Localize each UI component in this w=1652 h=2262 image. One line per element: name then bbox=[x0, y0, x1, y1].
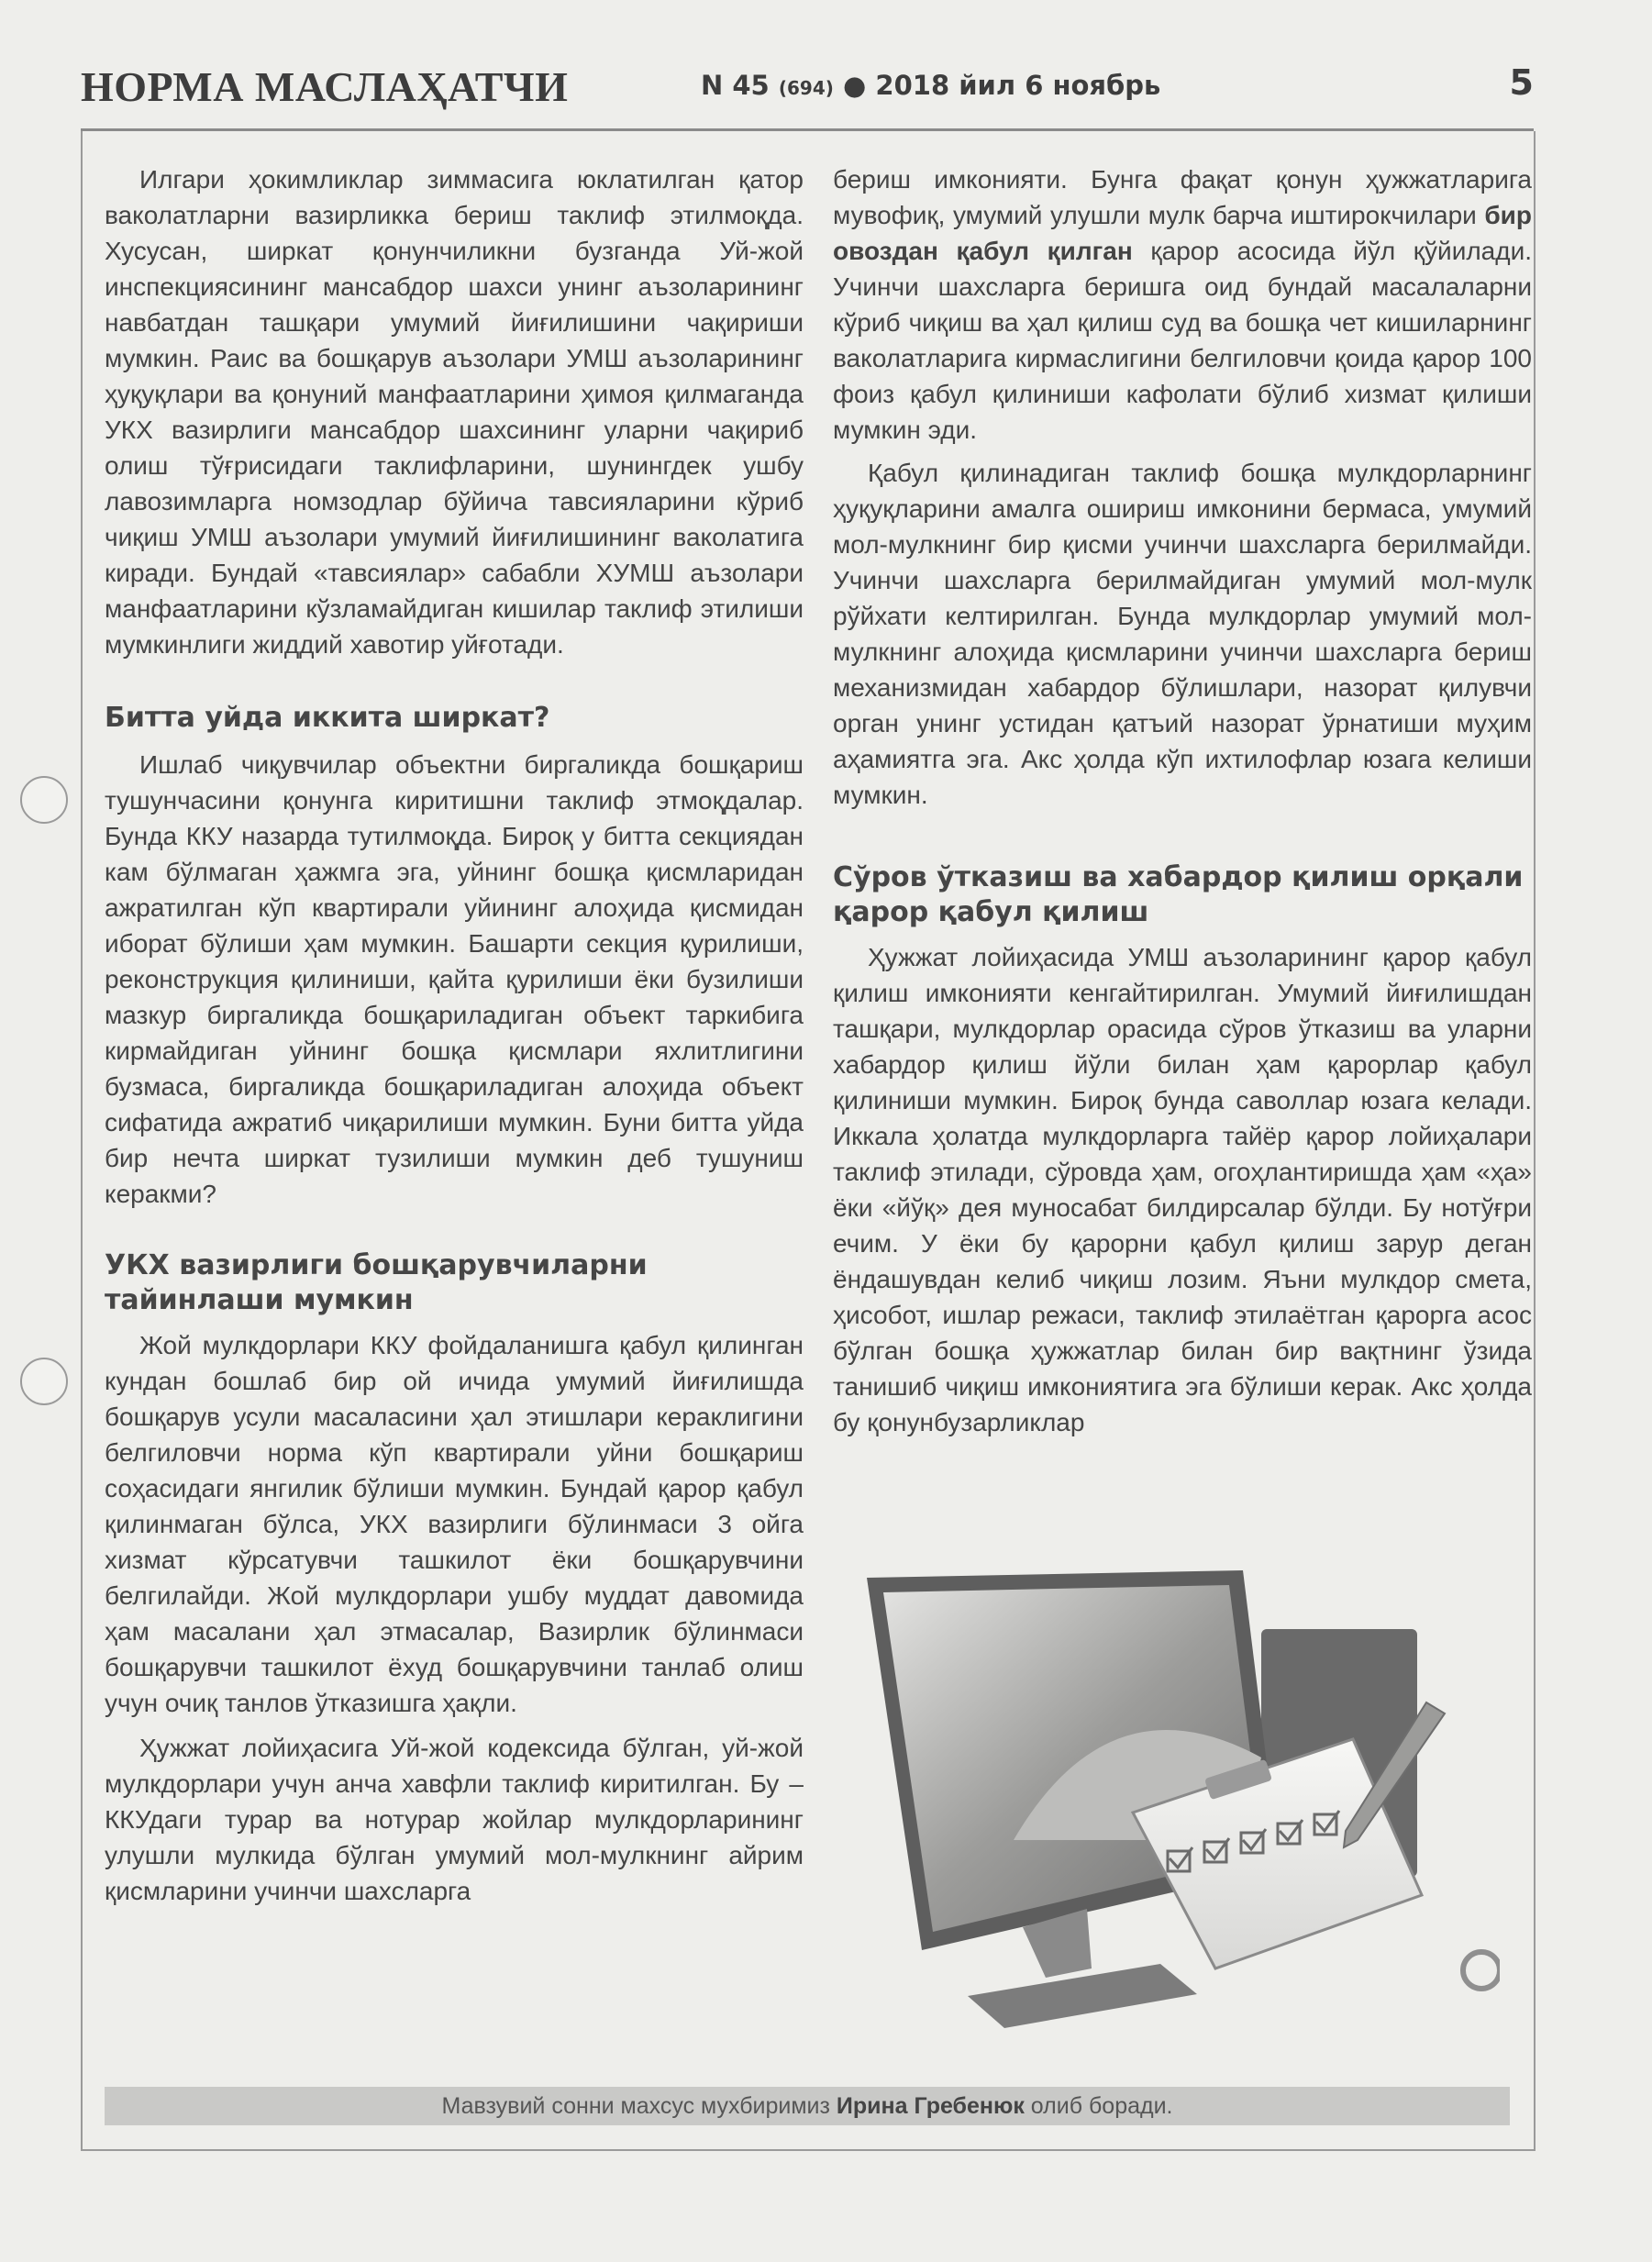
masthead bbox=[81, 59, 1534, 125]
bold-text: бир овоздан қабул қилган bbox=[833, 201, 1532, 265]
issue-prefix: N 45 bbox=[701, 70, 770, 101]
paragraph: Ҳужжат лойиҳасида УМШ аъзоларининг қарор қабул қилиш имконияти кенгайтирилган. Умумий йиғилишдан ташқари, мулкдорлар орасида сўров ўтказиш ва уларни хабардор қилиш йўли билан ҳам қарорлар қабул қилиниши мумкин. Бироқ бунда саволлар юзага келади. Иккала ҳолатда мулкдорларга тайёр қарор лойиҳалари таклиф этилади, сўровда ҳам, огоҳлантиришда ҳам «ҳа» ёки «йўқ» дея муносабат билдирсалар бўлди. Бу нотўғри ечим. У ёки бу қарорни қабул қилиш зарур деган ёндашувдан келиб чиқиш лозим. Яъни мулкдор смета, ҳисобот, ишлар режаси, таклиф этилаётган қарорга асос бўлган бошқа ҳужжатлар билан бир вақтнинг ўзида танишиб чиқиш имкониятига эга бўлиши керак. Акс ҳолда бу қонунбузарликлар bbox=[833, 943, 1532, 1436]
page-number: 5 bbox=[1509, 62, 1534, 103]
footer-prefix: Мавзувий сонни махсус мухбиримиз bbox=[441, 2093, 837, 2119]
newspaper-title: НОРМА МАСЛАҲАТЧИ bbox=[81, 63, 569, 110]
footer-suffix: олиб боради. bbox=[1024, 2093, 1173, 2119]
paragraph: Илгари ҳокимликлар зиммасига юклатилган қатор ваколатларни вазирликка бериш таклиф этилмоқда. Хусусан, ширкат қонунчиликни бузганда Уй-жой инспекциясининг мансабдор шахси унинг аъзоларининг навбатдан ташқари умумий йиғилишини чақириши мумкин. Раис ва бошқарув аъзолари УМШ аъзоларининг ҳуқуқлари ва қонуний манфаатларини ҳимоя қилмаганда УКХ вазирлиги мансабдор шахсининг уларни чақириб олиш тўғрисидаги таклифларини, шунингдек ушбу лавозимларга номзодлар бўйича тавсияларини кўриб чиқиш УМШ аъзолари умумий йиғилишининг ваколатига киради. Бундай «тавсиялар» сабабли ХУМШ аъзолари манфаатларини кўзламайдиган кишилар таклиф этилиши мумкинлиги жиддий хавотир уйғотади. bbox=[105, 165, 804, 659]
paragraph: Ҳужжат лойиҳасига Уй-жой кодексида бўлган, уй-жой мулкдорлари учун анча хавфли таклиф киритилган. Бу – ККУдаги турар ва нотурар жойлар мулкдорларининг улушли мулкида бўлган умумий мол-мулкнинг айрим қисмларини учинчи шахсларга bbox=[105, 1734, 804, 1905]
issue-number: (694) bbox=[778, 77, 834, 99]
paragraph: Қабул қилинадиган таклиф бошқа мулкдорларнинг ҳуқуқларини амалга ошириш имконини бермаса, умумий мол-мулкнинг бир қисми учинчи шахсларга берилмайди. Учинчи шахсларга берилмайдиган умумий мол-мулк рўйхати келтирилган. Бунда мулкдорлар умумий мол-мулкнинг алоҳида қисмларини учинчи шахсларга бериш механизмидан хабардор бўлишлари, назорат қилувчи орган унинг устидан қатъий назорат ўрнатиши муҳим аҳамиятга эга. Акс ҳолда кўп ихтилофлар юзага келиши мумкин. bbox=[833, 459, 1532, 809]
section-heading: Битта уйда иккита ширкат? bbox=[105, 702, 550, 734]
mouse bbox=[1463, 1952, 1500, 1989]
paragraph: Ишлаб чиқувчилар объектни биргаликда бошқариш тушунчасини қонунга киритишни таклиф этмоқдалар. Бунда ККУ назарда тутилмоқда. Бироқ у битта секциядан кам бўлмаган ҳажмга эга, уйнинг бошқа қисмларидан ажратилган кўп квартирали уйининг алоҳида қисмидан иборат бўлиши ҳам мумкин. Башарти секция қурилиши, реконструкция қилиниши, қайта қурилиши ёки бузилиши мазкур биргаликда бошқариладиган объект таркибига кирмайдиган уйнинг бошқа қисмлари яхлитлигини бузмаса, биргаликда бошқариладиган алоҳида объект сифатида ажратиб чиқарилиши мумкин. Буни битта уйда бир нечта ширкат тузилиши мумкин деб тушуниш керакми? bbox=[105, 750, 804, 1208]
section-heading: УКХ вазирлиги бошқарувчиларни тайинлаши мумкин bbox=[105, 1249, 648, 1316]
punch-hole-icon bbox=[20, 1358, 68, 1405]
footer-author: Ирина Гребенюк bbox=[836, 2093, 1025, 2119]
text-run: бериш имконияти. Бунга фақат қонун ҳужжатларига мувофиқ, умумий улушли мулк барча иштирокчилари bbox=[833, 165, 1532, 229]
paragraph: Жой мулкдорлари ККУ фойдаланишга қабул қилинган кундан бошлаб бир ой ичида умумий йиғилишда бошқарув усули масаласини ҳал этишлари кераклигини белгиловчи норма кўп квартирали уйни бошқариш соҳасидаги янгилик бўлиши мумкин. Бундай қарор қабул қилинмаган бўлса, УКХ вазирлиги бўлинмаси 3 ойга хизмат кўрсатувчи ташкилот ёки бошқарувчини белгилайди. Жой мулкдорлари ушбу муддат давомида ҳам масалани ҳал этмасалар, Вазирлик бўлинмаси бошқарувчи ташкилот ёхуд бошқарувчини танлаб олиш учун очиқ танлов ўтказишга ҳақли. bbox=[105, 1331, 804, 1717]
punch-hole-icon bbox=[20, 776, 68, 824]
issue-info bbox=[701, 70, 1160, 101]
footer-credit bbox=[105, 2087, 1510, 2125]
issue-bullet: ● bbox=[842, 70, 867, 101]
keyboard bbox=[968, 1964, 1197, 2028]
section-heading: Сўров ўтказиш ва хабардор қилиш орқали қарор қабул қилиш bbox=[833, 861, 1524, 928]
text-run: қарор асосида йўл қўйилади. Учинчи шахсларга беришга оид бундай масалаларни кўриб чиқиш ва ҳал қилиш суд ва бошқа чет кишиларнинг ваколатларига кирмаслигини белгиловчи қоида қарор 100 фоиз қабул қилиниши кафолати бўлиб хизмат қилиши мумкин эди. bbox=[833, 237, 1533, 444]
computer-checklist-illustration bbox=[858, 1565, 1500, 2042]
issue-date: 2018 йил 6 ноябрь bbox=[875, 70, 1161, 101]
paragraph bbox=[833, 161, 1532, 448]
right-column bbox=[833, 161, 1532, 1440]
left-column bbox=[105, 161, 804, 1909]
